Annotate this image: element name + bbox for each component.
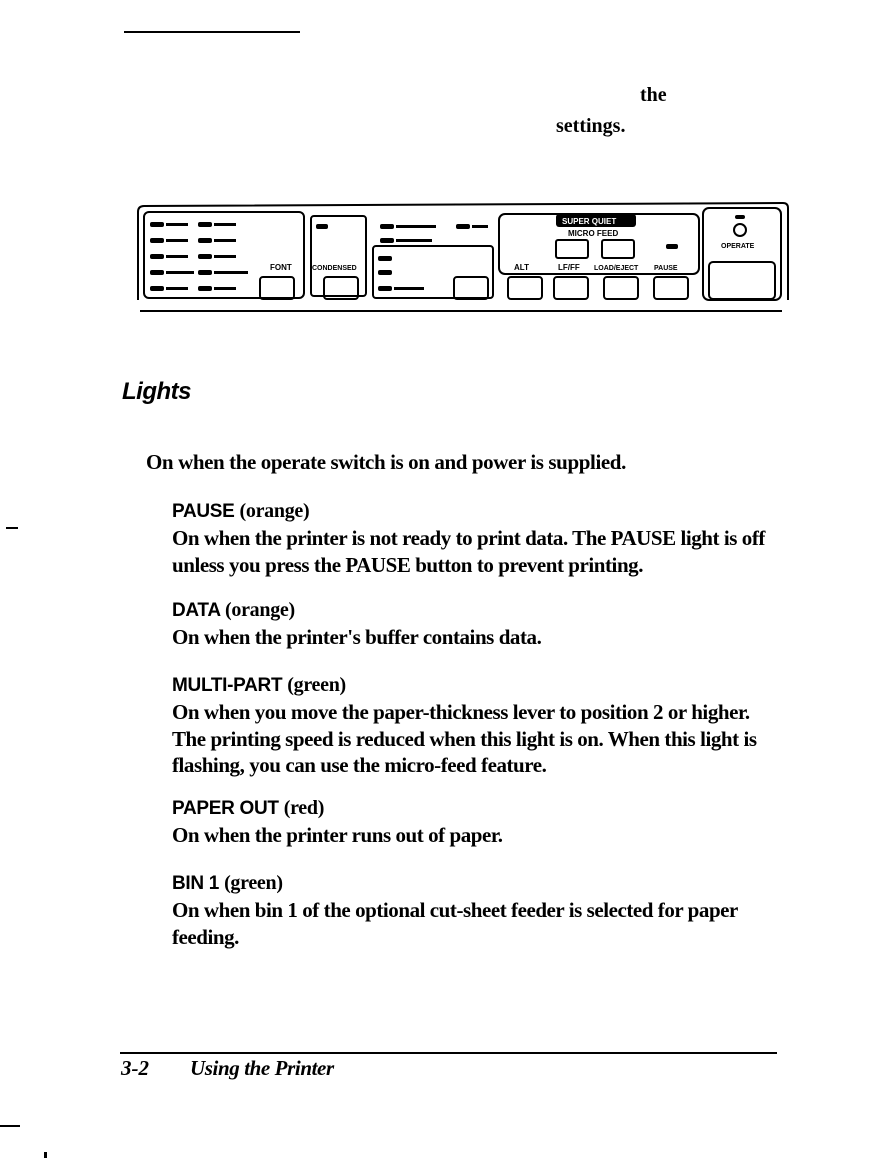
header-fragment-2: settings. [556, 115, 626, 137]
light-color: (orange) [225, 599, 295, 621]
panel-label-super-quiet: SUPER QUIET [562, 217, 617, 226]
light-entry-bin-1 [172, 870, 782, 950]
light-entry-multi-part [172, 672, 782, 779]
light-description: On when the printer's buffer contains data. [172, 625, 542, 649]
footer-chapter-title: Using the Printer [190, 1056, 334, 1080]
left-middle-button [454, 277, 488, 299]
top-rule [124, 31, 300, 33]
margin-mark [0, 1125, 20, 1127]
light-color: (green) [287, 674, 346, 696]
panel-label-alt: ALT [514, 263, 529, 272]
light-name: DATA [172, 600, 221, 621]
light-name: BIN 1 [172, 873, 220, 894]
light-description: On when you move the paper-thickness lever to position 2 or higher. The printing speed is reduced when this light is on. When this light is flashing, you can use the micro-feed feature. [172, 700, 757, 777]
section-title: Lights [122, 378, 191, 405]
alt-button [508, 277, 542, 299]
font-button [260, 277, 294, 299]
light-description: On when the printer runs out of paper. [172, 823, 503, 847]
control-panel-svg [136, 200, 791, 315]
operate-box [703, 208, 781, 300]
intro-text: On when the operate switch is on and power is supplied. [146, 450, 626, 474]
light-color: (orange) [239, 500, 310, 522]
panel-outline [138, 203, 788, 300]
lfff-button [554, 277, 588, 299]
panel-label-load-eject: LOAD/EJECT [594, 265, 639, 272]
light-entry-pause [172, 498, 782, 578]
footer-rule [120, 1052, 777, 1054]
panel-label-condensed: CONDENSED [312, 265, 357, 272]
control-panel-illustration [136, 200, 791, 315]
pause-button [654, 277, 688, 299]
panel-label-lfff: LF/FF [558, 263, 580, 272]
light-color: (green) [224, 872, 283, 894]
light-description: On when bin 1 of the optional cut-sheet feeder is selected for paper feeding. [172, 898, 738, 949]
margin-mark [6, 527, 18, 529]
light-entry-data [172, 597, 782, 651]
operate-knob [734, 224, 746, 236]
margin-mark [44, 1152, 47, 1158]
panel-label-micro-feed: MICRO FEED [568, 229, 619, 238]
header-fragment-1: the [640, 84, 667, 106]
operate-button [709, 262, 775, 299]
light-description: On when the printer is not ready to print data. The PAUSE light is off unless you press the PAUSE button to prevent printing. [172, 526, 765, 577]
panel-underline [140, 310, 782, 312]
light-color: (red) [283, 797, 325, 819]
micro-feed-down-key [602, 240, 634, 258]
micro-feed-up-key [556, 240, 588, 258]
light-name: MULTI-PART [172, 675, 283, 696]
light-name: PAUSE [172, 501, 235, 522]
light-entry-paper-out [172, 795, 782, 849]
panel-label-operate: OPERATE [721, 243, 755, 250]
load-eject-button [604, 277, 638, 299]
light-name: PAPER OUT [172, 798, 279, 819]
panel-label-pause: PAUSE [654, 265, 678, 272]
footer-page-number: 3-2 [121, 1056, 149, 1080]
panel-label-font: FONT [270, 263, 292, 272]
